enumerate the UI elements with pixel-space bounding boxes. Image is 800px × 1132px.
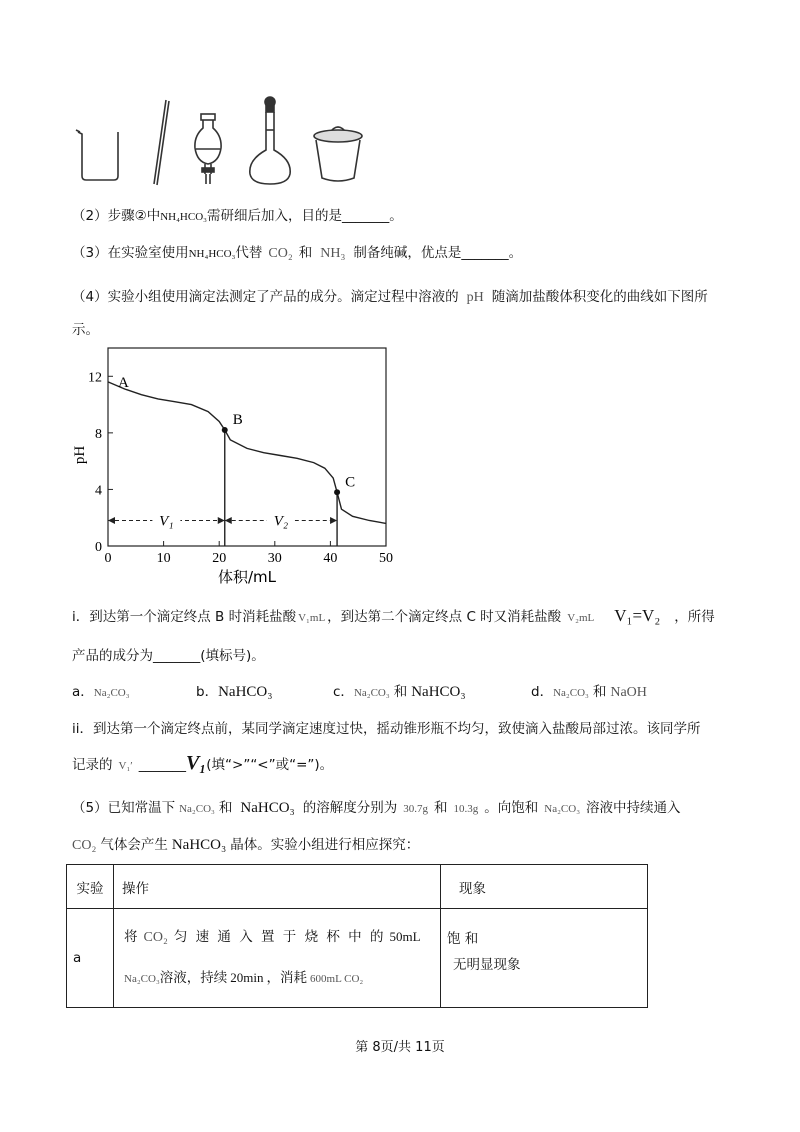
na2co3-formula: Na₂CO₃ [179, 803, 215, 815]
v1-ml: V₁mL [298, 612, 326, 624]
x-tick-label: 20 [212, 551, 227, 566]
question-4-line2: 示。 [72, 322, 99, 338]
question-4-line1 [72, 285, 708, 306]
x-tick-label: 50 [379, 551, 393, 566]
point-b [222, 427, 228, 433]
v2-range-arrow-left [225, 517, 232, 524]
glass-rod-icon [154, 100, 169, 185]
question-5-line2 [72, 833, 419, 854]
option-c-text2: NaHCO₃ [411, 684, 466, 700]
table-header-row [67, 865, 648, 909]
q3-text-end: 制备纯碱，优点是_______。 [353, 245, 523, 261]
question-ii-line2 [72, 752, 333, 775]
point-c [334, 489, 340, 495]
v1-symbol: V₁ [185, 752, 207, 774]
q5-text-e: 气体会产生 [100, 837, 168, 853]
v2-ml: V₂mL [567, 612, 595, 624]
co2-formula: CO₂ [268, 246, 293, 261]
qi-text-c: ，所得 [674, 609, 715, 625]
page-footer: 第 8页/共 11页 [355, 1040, 445, 1055]
titration-chart [70, 340, 410, 590]
question-i-line2: 产品的成分为_______(填标号)。 [72, 648, 265, 664]
nahco3-formula-2: NaHCO₃ [171, 837, 227, 853]
titration-curve [108, 382, 386, 524]
qi-text-b: ，到达第二个滴定终点 C 时又消耗盐酸 [327, 609, 562, 625]
na2co3-formula-2: Na₂CO₃ [544, 803, 581, 815]
y-tick-label: 8 [95, 426, 102, 442]
apparatus-row [70, 92, 370, 192]
volumetric-flask-icon [250, 97, 290, 184]
ph-symbol: pH [466, 290, 484, 305]
question-2 [72, 204, 403, 224]
x-tick-label: 0 [104, 551, 112, 566]
question-3 [72, 241, 522, 262]
q5-text-b: 的溶解度分别为 [302, 800, 398, 816]
point-label-c: C [345, 474, 356, 491]
y-tick-label: 0 [95, 540, 102, 555]
option-c [333, 680, 466, 701]
point-label-b: B [232, 412, 243, 429]
header-operation: 操作 [114, 865, 441, 909]
solubility-2: 10.3g [453, 803, 479, 815]
op-time: 20min [230, 970, 264, 985]
op-text-4: ，消耗 [266, 970, 308, 986]
q4-text: （4）实验小组使用滴定法测定了产品的成分。滴定过程中溶液的 [72, 289, 459, 305]
experiment-table [66, 864, 648, 1008]
result-line2: 无明显现象 [453, 957, 521, 973]
op-co2: CO₂ [143, 930, 168, 945]
x-tick-label: 10 [156, 551, 171, 566]
q2-text: （2）步骤②中 [72, 208, 161, 224]
option-b [196, 680, 272, 701]
operation-cell [114, 909, 441, 1008]
q3-and: 和 [298, 245, 313, 261]
y-tick-label: 4 [95, 483, 102, 499]
option-d [531, 680, 647, 701]
q3-mid: 代替 [235, 245, 263, 261]
x-tick-label: 40 [323, 551, 338, 566]
point-label-a: A [118, 374, 129, 391]
option-a-label: a． [72, 684, 94, 700]
option-b-label: b． [196, 684, 219, 700]
q3-text: （3）在实验室使用 [72, 245, 189, 261]
option-a-text: Na₂CO₃ [93, 687, 130, 699]
qii-text-end: (填“>”“<”或“=”)。 [206, 757, 334, 773]
option-d-text2: NaOH [610, 685, 647, 700]
q2-text-end: 需研细后加入，目的是_______。 [207, 208, 403, 224]
q5-text: （5）已知常温下 [72, 800, 176, 816]
beaker-icon [76, 130, 118, 180]
solubility-1: 30.7g [403, 803, 429, 815]
option-a [72, 680, 130, 700]
qii-blank: _______ [138, 757, 186, 773]
qii-text: 记录的 [72, 757, 113, 773]
co2-formula: CO₂ [72, 838, 97, 853]
plot-frame [108, 348, 386, 546]
v1-range-arrow-left [108, 517, 115, 524]
v2-range-label: V₂ [273, 513, 289, 530]
op-volume: 50mL [389, 929, 421, 944]
q5-and: 和 [218, 800, 233, 816]
nh4hco3-formula: NH₄HCO₃ [160, 211, 207, 223]
x-tick-label: 30 [267, 551, 282, 566]
operation-line1 [124, 917, 432, 958]
option-d-text: Na₂CO₃ [553, 687, 589, 699]
nh4hco3-formula: NH₄HCO₃ [188, 248, 236, 260]
question-5-line1 [72, 796, 681, 817]
nh3-formula: NH₃ [320, 246, 346, 261]
option-d-and: 和 [592, 684, 607, 700]
v1-range-arrow-right [218, 517, 225, 524]
question-ii-line1: ii．到达第一个滴定终点前，某同学滴定速度过快，摇动锥形瓶不均匀，致使滴入盐酸局部过浓。该同学所 [72, 721, 701, 737]
option-c-text: Na₂CO₃ [353, 687, 390, 699]
result-line1: 饱 和 [447, 931, 479, 947]
op-consumed: 600mL CO₂ [310, 973, 364, 985]
v2-range-arrow-right [330, 517, 337, 524]
option-b-text: NaHCO₃ [218, 684, 273, 700]
option-c-and: 和 [393, 684, 408, 700]
option-c-label: c． [333, 684, 354, 700]
option-d-label: d． [531, 684, 554, 700]
op-text-3: 溶液，持续 [159, 970, 228, 986]
row-id: a [67, 909, 114, 1008]
op-text-1: 将 [124, 929, 138, 945]
q5-text-c: 。向饱和 [484, 800, 539, 816]
crucible-icon [314, 127, 362, 181]
separatory-funnel-icon [195, 114, 221, 184]
q5-text-f: 晶体。实验小组进行相应探究： [230, 837, 420, 853]
y-tick-label: 12 [88, 370, 102, 386]
v1-range-label: V₁ [159, 513, 174, 530]
nahco3-formula: NaHCO₃ [240, 800, 295, 816]
x-axis-label: 体积/mL [217, 568, 277, 586]
operation-line2 [124, 958, 432, 999]
header-phenomenon: 现象 [441, 865, 648, 909]
header-experiment: 实验 [67, 865, 114, 909]
y-axis-label: pH [72, 445, 88, 465]
q5-text-d: 溶液中持续通入 [586, 800, 681, 816]
v1-prime: V₁′ [118, 760, 133, 772]
table-row [67, 909, 648, 1008]
op-na2co3: Na₂CO₃ [124, 973, 160, 985]
v1-equals-v2: V₁=V₂ [614, 606, 661, 625]
question-i-line1 [72, 605, 715, 626]
q5-and-2: 和 [434, 800, 448, 816]
qi-text: i．到达第一个滴定终点 B 时消耗盐酸 [72, 609, 297, 625]
q4-text-b: 随滴加盐酸体积变化的曲线如下图所 [491, 289, 708, 305]
op-text-2: 匀 速 通 入 置 于 烧 杯 中 的 [173, 929, 386, 945]
phenomenon-cell [441, 909, 648, 1008]
